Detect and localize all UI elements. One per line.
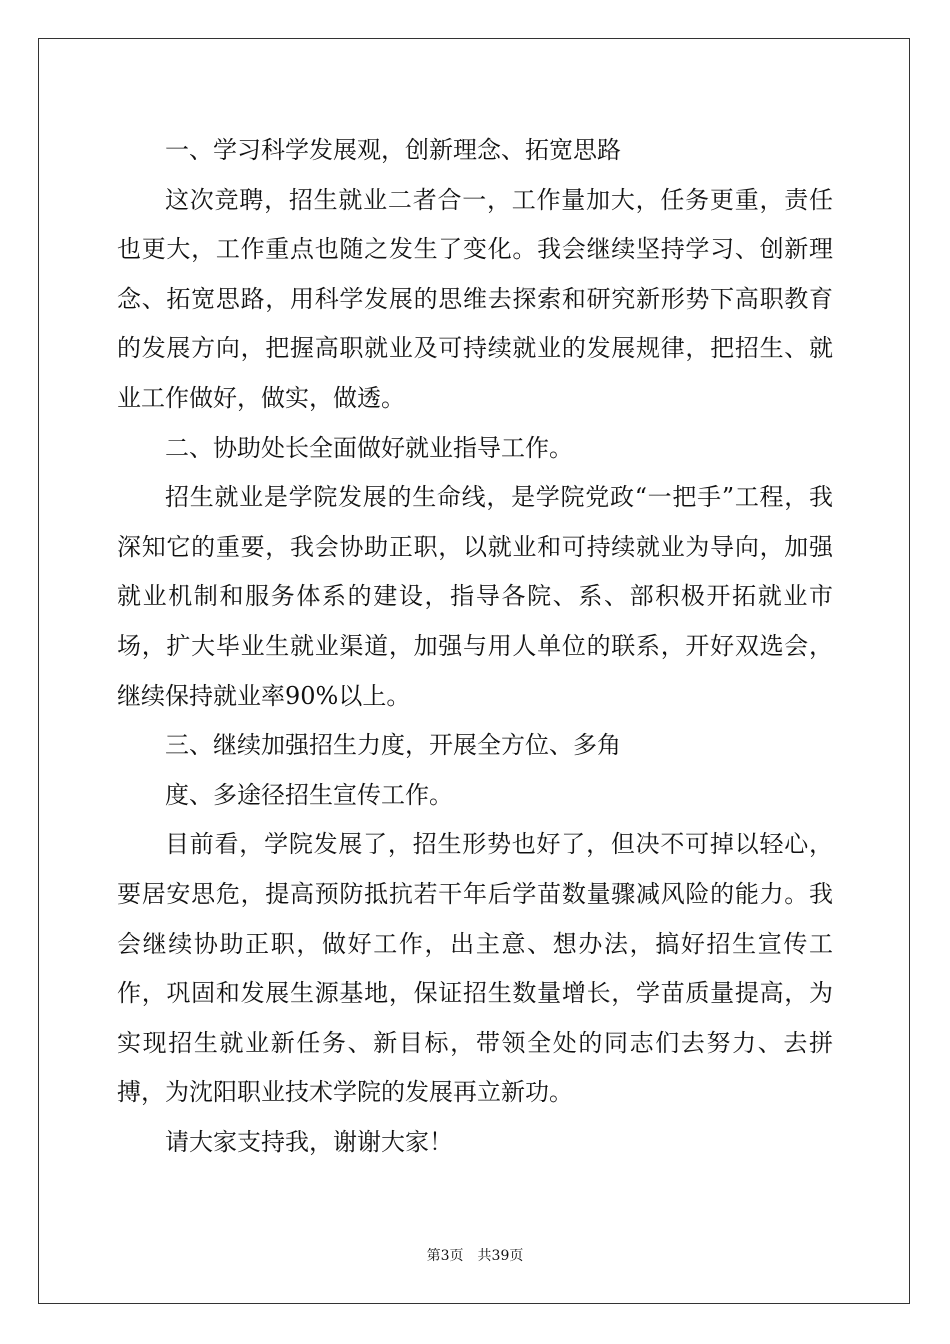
closing-line: 请大家支持我，谢谢大家！ [165,1127,453,1156]
section-heading-2: 二、协助处长全面做好就业指导工作。 [165,433,573,462]
page-number: 第3页 [426,1248,464,1264]
body-paragraph-1: 这次竞聘，招生就业二者合一，工作量加大，任务更重，责任也更大，工作重点也随之发生了变化。我会继续坚持学习、创新理念、拓宽思路，用科学发展的思维去探索和研究新形势下高职教育的发展方向，把握高职就业及可持续就业的发展规律，把招生、就业工作做好，做实，做透。 [117,185,833,412]
page-footer [0,1246,950,1266]
body-paragraph-2: 招生就业是学院发展的生命线，是学院党政“一把手”工程，我深知它的重要，我会协助正职，以就业和可持续就业为导向，加强就业机制和服务体系的建设，指导各院、系、部积极开拓就业市场，扩大毕业生就业渠道，加强与用人单位的联系，开好双选会，继续保持就业率90%以上。 [117,483,833,710]
section-heading-3: 三、继续加强招生力度，开展全方位、多角 [165,731,621,760]
page-total: 共39页 [477,1248,524,1264]
document-body [117,126,833,1167]
section-heading-3-continued: 度、多途径招生宣传工作。 [165,780,453,809]
section-heading-1: 一、学习科学发展观，创新理念、拓宽思路 [165,136,621,164]
body-paragraph-3: 目前看，学院发展了，招生形势也好了，但决不可掉以轻心，要居安思危，提高预防抵抗若干年后学苗数量骤减风险的能力。我会继续协助正职，做好工作，出主意、想办法，搞好招生宣传工作，巩固和发展生源基地，保证招生数量增长，学苗质量提高，为实现招生就业新任务、新目标，带领全处的同志们去努力、去拼搏，为沈阳职业技术学院的发展再立新功。 [117,830,833,1107]
